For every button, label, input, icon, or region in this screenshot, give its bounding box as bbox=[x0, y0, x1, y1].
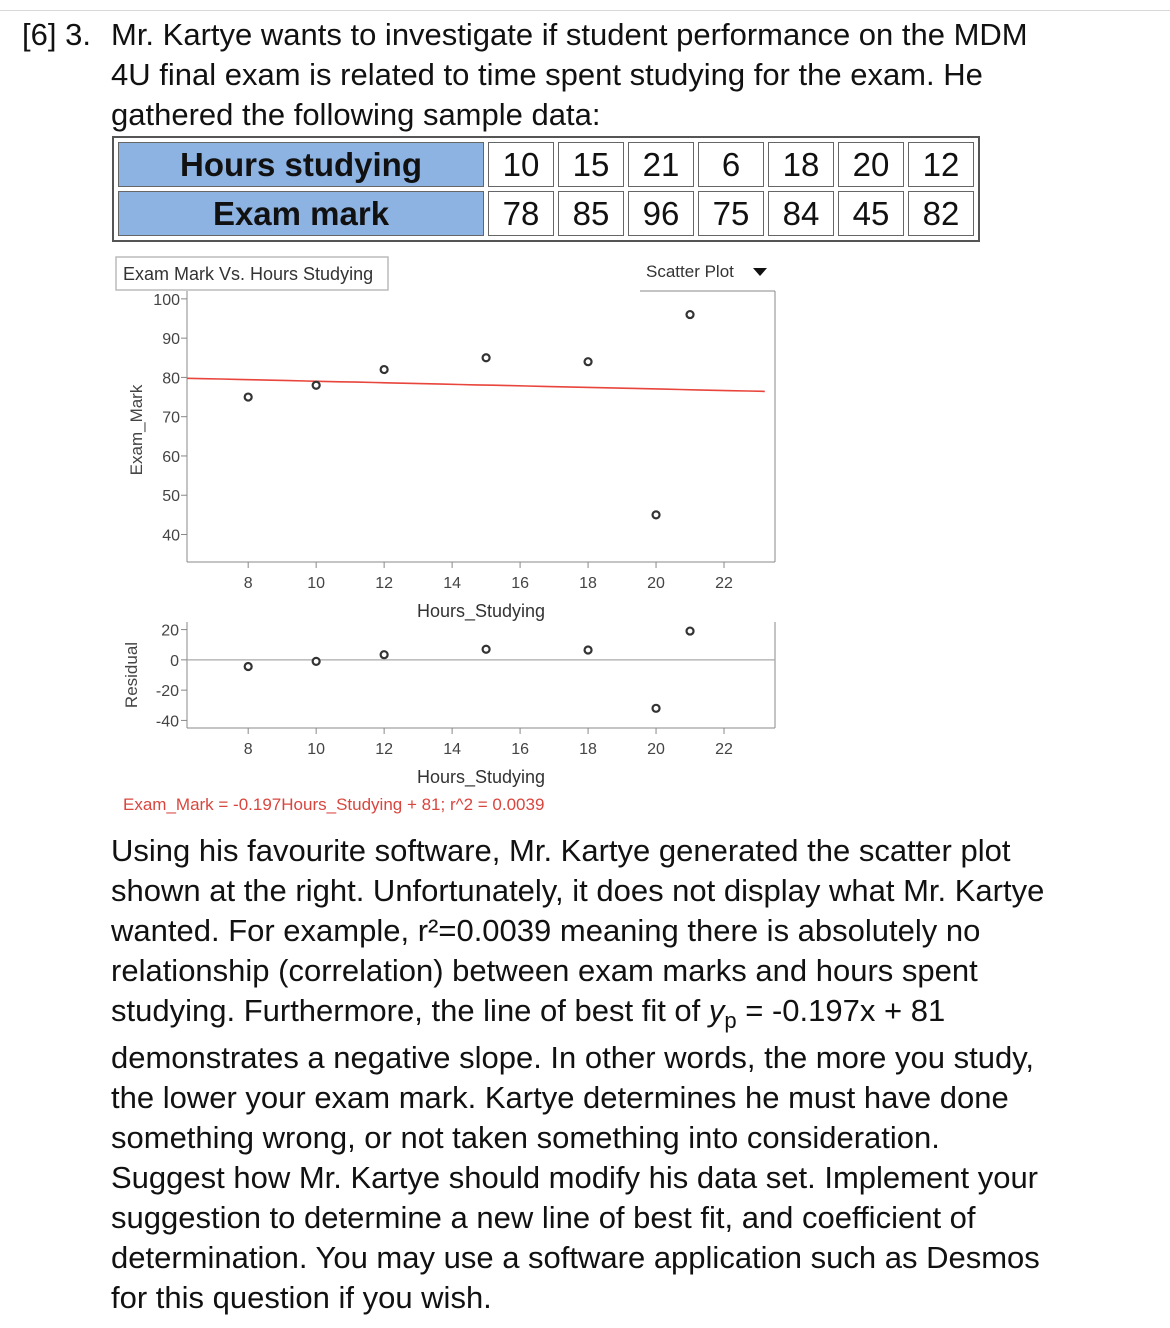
table-cell: 6 bbox=[698, 142, 764, 187]
resid-x-tick-label: 18 bbox=[579, 741, 597, 758]
paragraph-line-8: something wrong, or not taken something into consideration. bbox=[111, 1120, 940, 1155]
resid-x-tick-label: 16 bbox=[511, 741, 529, 758]
row-label-marks: Exam mark bbox=[118, 191, 484, 236]
paragraph-line-10: suggestion to determine a new line of best fit, and coefficient of bbox=[111, 1200, 976, 1235]
residual-point bbox=[653, 705, 660, 712]
table-cell: 18 bbox=[768, 142, 834, 187]
resid-x-tick-label: 20 bbox=[647, 741, 665, 758]
main-x-tick-label: 12 bbox=[375, 575, 394, 592]
question-number: [6] 3. bbox=[22, 17, 91, 52]
best-fit-line bbox=[187, 378, 765, 391]
main-y-tick-label: 90 bbox=[162, 331, 180, 349]
data-point bbox=[313, 382, 320, 389]
resid-y-tick-label: -40 bbox=[155, 713, 179, 731]
main-x-tick-label: 22 bbox=[715, 575, 733, 592]
plot-type-menu[interactable]: Scatter Plot bbox=[646, 262, 734, 281]
paragraph-line-6: demonstrates a negative slope. In other words, the more you study, bbox=[111, 1040, 1035, 1075]
residual-point bbox=[687, 628, 694, 635]
resid-y-label: Residual bbox=[122, 641, 141, 709]
resid-y-tick-label: 0 bbox=[170, 652, 179, 670]
paragraph-line-1: Using his favourite software, Mr. Kartye generated the scatter plot bbox=[111, 833, 1011, 868]
main-x-tick-label: 16 bbox=[511, 575, 529, 592]
table-cell: 84 bbox=[768, 191, 834, 236]
paragraph-line-5 bbox=[111, 991, 945, 1041]
regression-equation: Exam_Mark = -0.197Hours_Studying + 81; r^2 = 0.0039 bbox=[123, 795, 545, 814]
main-y-tick-label: 40 bbox=[162, 527, 180, 545]
line5-pre: studying. Furthermore, the line of best fit of bbox=[111, 993, 709, 1028]
intro-line-1: Mr. Kartye wants to investigate if student performance on the MDM bbox=[111, 17, 1028, 52]
residual-point bbox=[381, 651, 388, 658]
paragraph-line-2: shown at the right. Unfortunately, it does not display what Mr. Kartye bbox=[111, 873, 1045, 908]
resid-x-tick-label: 22 bbox=[715, 741, 733, 758]
table-cell: 12 bbox=[908, 142, 974, 187]
resid-x-label: Hours_Studying bbox=[416, 767, 546, 787]
data-point bbox=[653, 511, 660, 518]
main-x-label: Hours_Studying bbox=[416, 601, 546, 621]
line5-post: = -0.197x + 81 bbox=[736, 993, 946, 1028]
data-point bbox=[381, 366, 388, 373]
data-point bbox=[687, 311, 694, 318]
data-point bbox=[245, 394, 252, 401]
p-subscript: p bbox=[724, 1008, 737, 1034]
main-x-tick-label: 14 bbox=[443, 575, 462, 592]
paragraph-line-12: for this question if you wish. bbox=[111, 1280, 492, 1315]
resid-x-tick-label: 8 bbox=[243, 741, 253, 758]
data-point bbox=[483, 354, 490, 361]
table-cell: 85 bbox=[558, 191, 624, 236]
row-label-hours: Hours studying bbox=[118, 142, 484, 187]
main-x-tick-label: 20 bbox=[647, 575, 665, 592]
table-cell: 45 bbox=[838, 191, 904, 236]
main-y-tick-label: 70 bbox=[162, 409, 180, 427]
paragraph-line-9: Suggest how Mr. Kartye should modify his data set. Implement your bbox=[111, 1160, 1039, 1195]
residual-point bbox=[245, 663, 252, 670]
main-y-tick-label: 80 bbox=[162, 370, 180, 388]
paragraph-line-7: the lower your exam mark. Kartye determines he must have done bbox=[111, 1080, 1009, 1115]
main-x-tick-label: 10 bbox=[307, 575, 326, 592]
main-y-tick-label: 50 bbox=[162, 488, 180, 506]
data-point bbox=[585, 358, 592, 365]
paragraph-line-11: determination. You may use a software application such as Desmos bbox=[111, 1240, 1040, 1275]
resid-y-tick-label: 20 bbox=[161, 622, 179, 640]
main-y-tick-label: 100 bbox=[153, 291, 180, 309]
paragraph-line-3: wanted. For example, r²=0.0039 meaning there is absolutely no bbox=[111, 913, 981, 948]
residual-point bbox=[585, 647, 592, 654]
main-y-label: Exam_Mark bbox=[127, 384, 146, 476]
table-cell: 20 bbox=[838, 142, 904, 187]
residual-point bbox=[483, 646, 490, 653]
main-x-tick-label: 18 bbox=[579, 575, 597, 592]
resid-y-tick-label: -20 bbox=[155, 683, 179, 701]
resid-x-tick-label: 10 bbox=[307, 741, 326, 758]
intro-line-2: 4U final exam is related to time spent studying for the exam. He bbox=[111, 57, 983, 92]
table-cell: 82 bbox=[908, 191, 974, 236]
resid-x-tick-label: 12 bbox=[375, 741, 394, 758]
table-cell: 21 bbox=[628, 142, 694, 187]
table-cell: 10 bbox=[488, 142, 554, 187]
intro-line-3: gathered the following sample data: bbox=[111, 97, 601, 132]
y-variable: y bbox=[708, 993, 725, 1028]
table-cell: 75 bbox=[698, 191, 764, 236]
residual-point bbox=[313, 658, 320, 665]
resid-x-tick-label: 14 bbox=[443, 741, 462, 758]
main-x-tick-label: 8 bbox=[243, 575, 253, 592]
plot-title: Exam Mark Vs. Hours Studying bbox=[123, 264, 374, 284]
table-cell: 15 bbox=[558, 142, 624, 187]
paragraph-line-4: relationship (correlation) between exam marks and hours spent bbox=[111, 953, 978, 988]
table-cell: 78 bbox=[488, 191, 554, 236]
main-y-tick-label: 60 bbox=[162, 448, 180, 466]
chevron-down-icon[interactable] bbox=[753, 268, 767, 276]
table-cell: 96 bbox=[628, 191, 694, 236]
